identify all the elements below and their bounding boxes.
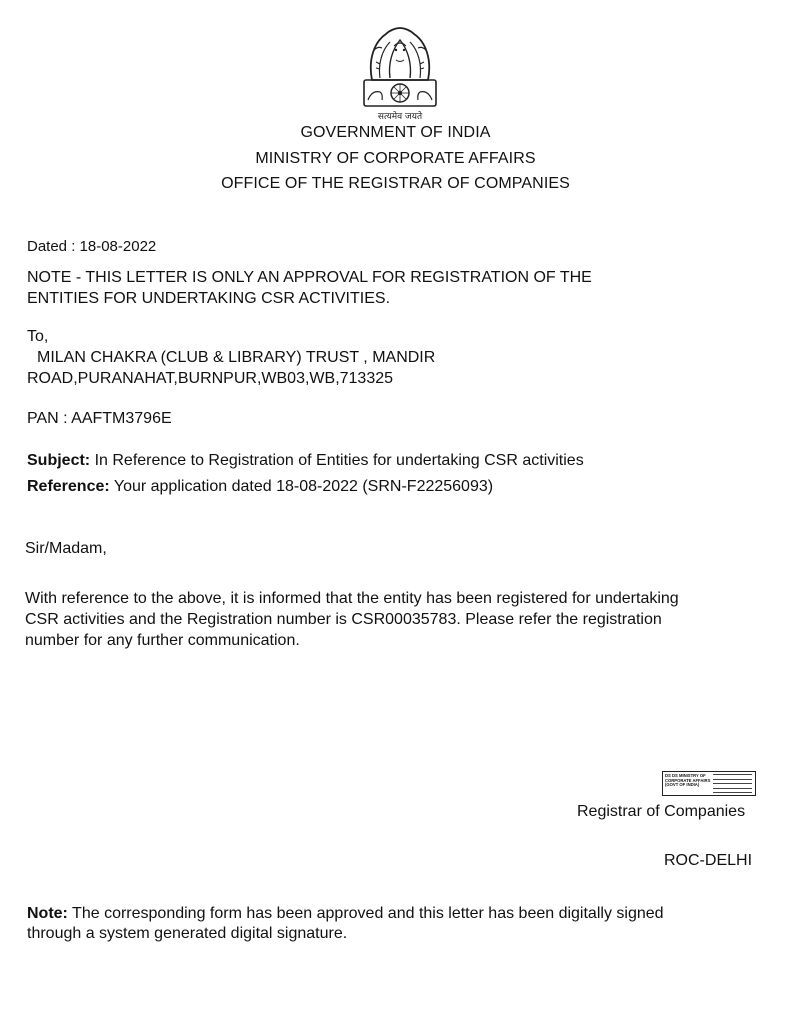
- date-line: Dated : 18-08-2022: [27, 238, 157, 255]
- reference-label: Reference:: [27, 478, 110, 495]
- salutation: Sir/Madam,: [25, 540, 107, 557]
- header-ministry: MINISTRY OF CORPORATE AFFAIRS: [255, 150, 536, 167]
- subject-label: Subject:: [27, 452, 91, 469]
- body-line-3: number for any further communication.: [25, 632, 300, 649]
- header-government: GOVERNMENT OF INDIA: [300, 124, 491, 141]
- approval-note-line-1: NOTE - THIS LETTER IS ONLY AN APPROVAL FOR REGISTRATION OF THE: [27, 269, 592, 286]
- footer-note-label: Note:: [27, 905, 68, 922]
- reference-line: [27, 476, 493, 497]
- body-line-1: With reference to the above, it is informed that the entity has been registered for undertaking: [25, 590, 679, 607]
- approval-note-line-2: ENTITIES FOR UNDERTAKING CSR ACTIVITIES.: [27, 290, 391, 307]
- signature-stamp-lines: [711, 772, 755, 795]
- addressee-line-1: MILAN CHAKRA (CLUB & LIBRARY) TRUST , MANDIR: [37, 349, 436, 366]
- footer-note-line-2: through a system generated digital signature.: [27, 925, 348, 942]
- registrar-title: Registrar of Companies: [577, 803, 746, 820]
- body-line-2: CSR activities and the Registration number is CSR00035783. Please refer the registration: [25, 611, 662, 628]
- addressee-line-2: ROAD,PURANAHAT,BURNPUR,WB03,WB,713325: [27, 370, 394, 387]
- addressee-to: To,: [27, 328, 49, 345]
- pan-number: PAN : AAFTM3796E: [27, 410, 172, 427]
- footer-note-line-1: [27, 903, 664, 924]
- signature-stamp-text: DS DS MINISTRY OF CORPORATE AFFAIRS (GOVT OF INDIA): [665, 773, 711, 788]
- subject-text: In Reference to Registration of Entities for undertaking CSR activities: [90, 452, 584, 469]
- reference-text: Your application dated 18-08-2022 (SRN-F22256093): [109, 478, 494, 495]
- national-emblem-icon: [350, 20, 450, 123]
- emblem-motto: सत्यमेव जयते: [377, 112, 423, 122]
- subject-line: [27, 450, 584, 471]
- digital-signature-stamp: [662, 771, 756, 796]
- footer-note-text: The corresponding form has been approved and this letter has been digitally signed: [67, 905, 664, 922]
- registrar-office: ROC-DELHI: [664, 852, 753, 869]
- header-office: OFFICE OF THE REGISTRAR OF COMPANIES: [221, 175, 570, 192]
